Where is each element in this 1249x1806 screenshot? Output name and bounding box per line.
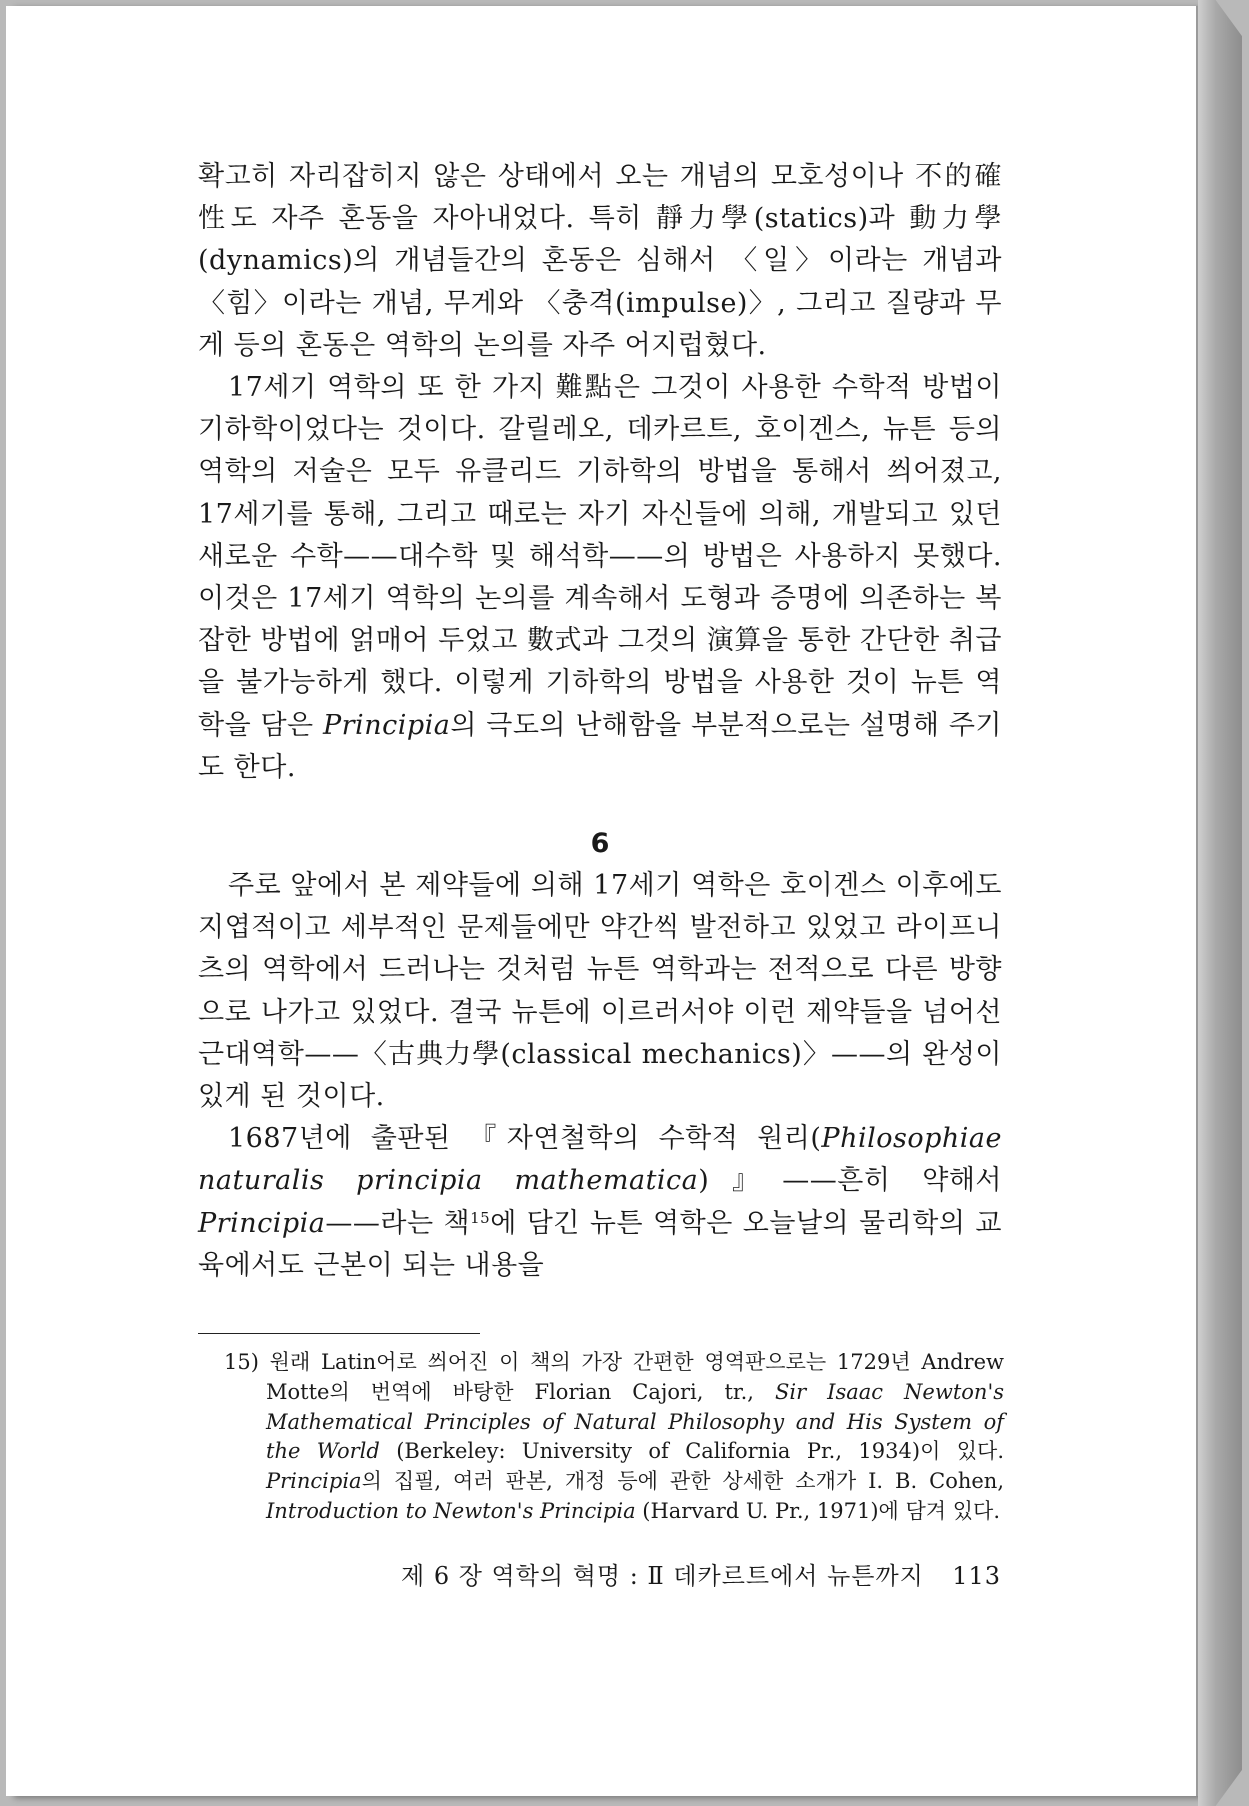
paragraph-1: 확고히 자리잡히지 않은 상태에서 오는 개념의 모호성이나 不的確性도 자주 혼동을 자아내었다. 특히 靜力學(statics)과 動力學(dynamics)의 개념들간의 혼동은 심해서 〈일〉이라는 개념과 〈힘〉이라는 개념, 무게와 〈충격(impulse)〉, 그리고 질량과 무게 등의 혼동은 역학의 논의를 자주 어지럽혔다. <box>198 161 1002 361</box>
footnote-marker: 15 <box>470 1208 491 1227</box>
footnote-rule <box>198 1333 480 1334</box>
main-text <box>198 156 1002 1287</box>
page-number: 113 <box>952 1562 1001 1590</box>
book-spine-edge <box>1198 0 1242 1806</box>
principia-italic-2: Principia <box>198 1207 326 1239</box>
paragraph-3: 주로 앞에서 본 제약들에 의해 17세기 역학은 호이겐스 이후에도 지엽적이고 세부적인 문제들에만 약간씩 발전하고 있었고 라이프니츠의 역학에서 드러나는 것처럼 뉴튼 역학과는 전적으로 다른 방향으로 나가고 있었다. 결국 뉴튼에 이르러서야 이런 제약들을 넘어선 근대역학——〈古典力學(classical mechanics)〉——의 완성이 있게 된 것이다. <box>198 870 1002 1113</box>
section-number: 6 <box>590 828 610 860</box>
book-title-italic: Philosophiae naturalis principia mathematica <box>198 1123 1002 1197</box>
paragraph-4: 1687년에 출판된 『자연철학의 수학적 원리(Philosophiae naturalis principia mathematica)』——흔히 약해서 Principia——라는 책$^{15}$에 담긴 뉴튼 역학은 오늘날의 물리학의 교육에서도 근본이 되는 내용을 <box>198 1123 1002 1281</box>
running-footer <box>401 1560 1001 1592</box>
paragraph-2: 17세기 역학의 또 한 가지 難點은 그것이 사용한 수학적 방법이 기하학이었다는 것이다. 갈릴레오, 데카르트, 호이겐스, 뉴튼 등의 역학의 저술은 모두 유클리드 기하학의 방법을 통해서 씌어졌고, 17세기를 통해, 그리고 때로는 자기 자신들에 의해, 개발되고 있던 새로운 수학——대수학 및 해석학——의 방법은 사용하지 못했다. 이것은 17세기 역학의 논의를 계속해서 도형과 증명에 의존하는 복잡한 방법에 얽매어 두었고 數式과 그것의 演算을 통한 간단한 취급을 불가능하게 했다. 이렇게 기하학의 방법을 사용한 것이 뉴튼 역학을 담은 Principia의 극도의 난해함을 부분적으로는 설명해 주기도 한다. <box>198 372 1002 783</box>
principia-italic: Principia <box>322 709 451 741</box>
book-page <box>6 6 1196 1796</box>
chapter-title: 제 6 장 역학의 혁명 : Ⅱ 데카르트에서 뉴튼까지 <box>401 1562 924 1590</box>
footnote-15: 15) 원래 Latin어로 씌어진 이 책의 가장 간편한 영역판으로는 1729년 Andrew Motte의 번역에 바탕한 Florian Cajori, tr., Sir Isaac Newton's Mathematical Principles of Natural Philosophy and His System of the World (Berkeley: University of California Pr., 1934)이 있다. Principia의 집필, 여러 판본, 개정 등에 관한 상세한 소개가 I. B. Cohen, Introduction to Newton's Principia (Harvard U. Pr., 1971)에 담겨 있다. <box>224 1350 1004 1523</box>
footnote-number: 15) <box>224 1350 259 1374</box>
